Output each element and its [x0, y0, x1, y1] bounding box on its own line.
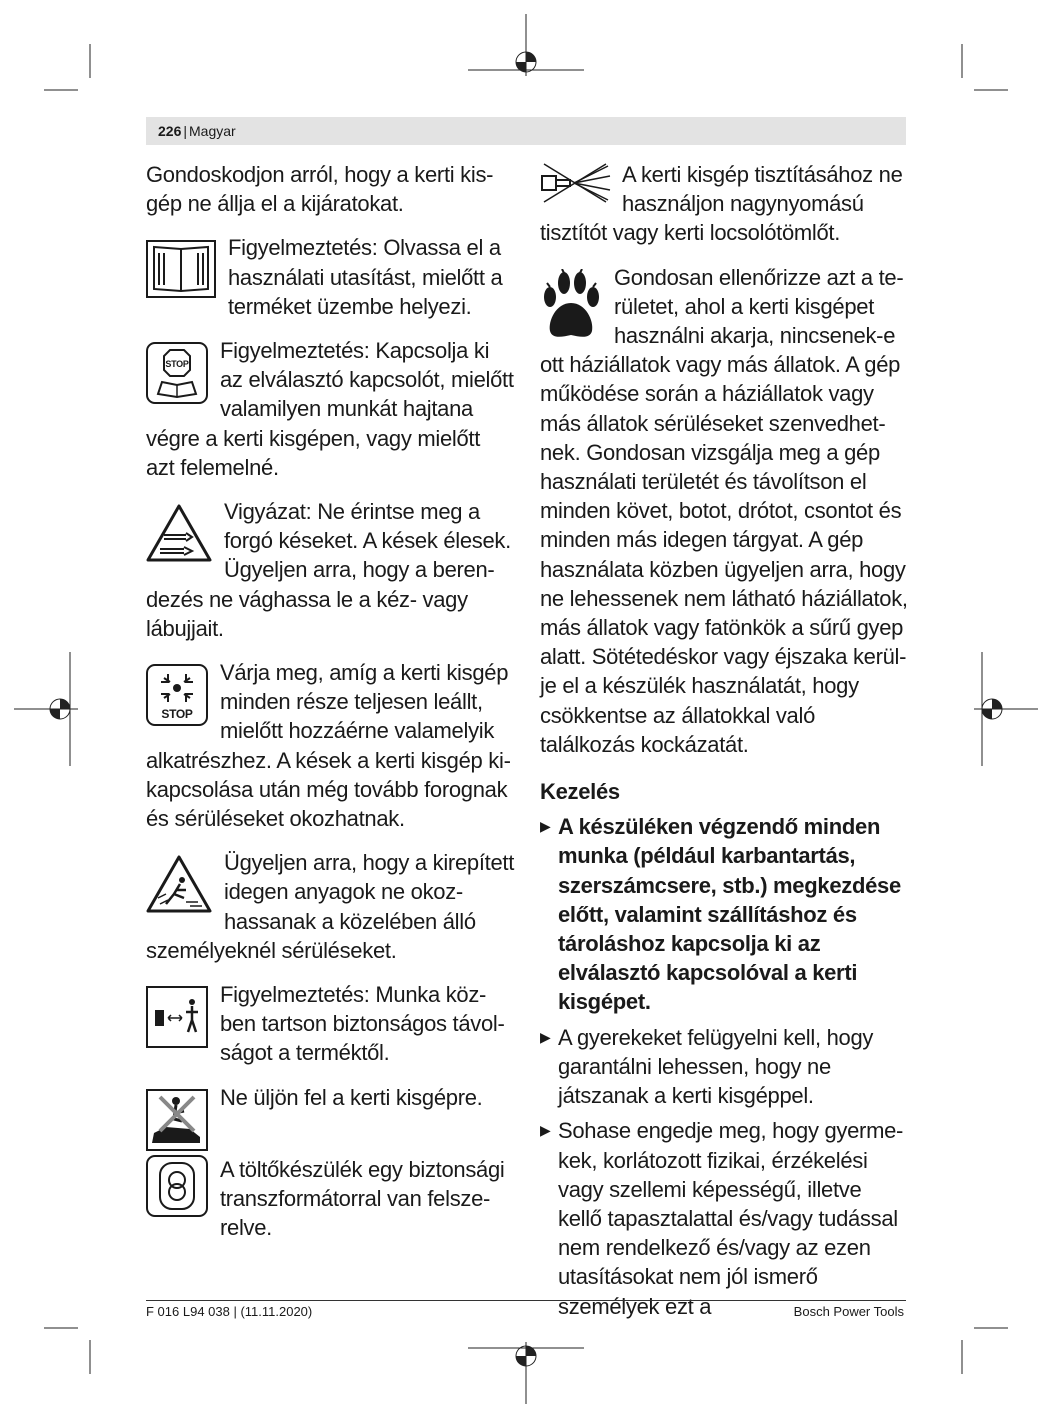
exits-paragraph: Gondoskodjon arról, hogy a kerti kisgép ne állja el a kijáratokat.	[146, 162, 494, 217]
transformer-block	[146, 1155, 514, 1243]
thrown-objects-warning-icon	[146, 854, 212, 914]
left-column	[146, 160, 514, 1242]
stop-manual-icon	[146, 342, 208, 404]
bullet-text: A gyerekeket felügyelni kell, hogy garantálni lehessen, hogy ne játszanak a kerti kisgéppel.	[558, 1024, 874, 1109]
footer-divider	[146, 1300, 906, 1301]
bullet-item	[540, 1023, 908, 1111]
no-riding-block	[146, 1083, 514, 1112]
transformer-text: A töltőkészülék egy biztonsági transzformátorral van felszerelve.	[220, 1156, 505, 1241]
stop-label: STOP	[161, 707, 193, 722]
bullet-item	[540, 812, 908, 1016]
section-heading-operation: Kezelés	[540, 779, 620, 805]
disconnect-warning-block	[146, 336, 514, 482]
safety-transformer-icon	[146, 1155, 208, 1217]
manual-warning-block	[146, 233, 514, 321]
bullet-text: A készüléken végzendő minden munka (például karbantartás, szerszámcsere, stb.) megkezdése előtt, valamint szállításhoz és tároláshoz kapcsolja ki az elválasztó kapcsolóval a kerti kisgépet.	[558, 814, 901, 1015]
no-pressure-washer-block	[540, 160, 908, 248]
bullet-text: Sohase engedje meg, hogy gyermekek, korlátozott fizikai, érzékelési vagy szellemi képességű, illetve kellő tapasztalattal és/vagy tudással nem rendelkező és/vagy az ezen utasításokat nem jól ismerő személyek ezt a	[558, 1118, 904, 1319]
stop-sign-label: STOP	[165, 359, 189, 370]
debris-warning-block	[146, 848, 514, 965]
wait-stop-text: Várja meg, amíg a kerti kisgép minden része teljesen leállt, mielőtt hozzáérne valamelyik alkatrészhez. A kések a kerti kisgép kikapcsolása után még tovább forognak és sérüléseket okozhatnak.	[146, 660, 511, 832]
rotating-blades-warning-icon	[146, 503, 212, 563]
wait-stop-block	[146, 658, 514, 833]
distance-warning-block	[146, 980, 514, 1068]
wait-until-stopped-icon	[146, 664, 208, 726]
no-pressure-washer-icon	[540, 160, 612, 204]
footer-doc-code: F 016 L94 038 | (11.11.2020)	[146, 1304, 313, 1319]
page-header	[146, 117, 906, 145]
header-separator: |	[183, 123, 187, 139]
pressure-washer-text: A kerti kisgép tisztításához ne használjon nagynyomású tisztítót vagy kerti locsolótömlőt.	[540, 162, 903, 246]
blades-warning-block	[146, 497, 514, 643]
distance-warning-text: Figyelmeztetés: Munka közben tartson biztonságos távolságot a terméktől.	[220, 982, 505, 1066]
bullet-marker: ▶	[540, 1028, 551, 1045]
manual-book-icon	[146, 239, 216, 299]
language-label: Magyar	[189, 123, 236, 139]
disconnect-warning-text: Figyelmeztetés: Kapcsolja ki az elválasztó kapcsolót, mielőtt valamilyen munkát hajtana végre a kerti kisgépen, vagy mielőtt azt felemelné.	[146, 338, 514, 480]
page-number: 226	[158, 123, 182, 139]
bullet-marker: ▶	[540, 1122, 551, 1139]
right-column	[540, 160, 908, 1321]
animals-text: Gondosan ellenőrizze azt a területet, ahol a kerti kisgépet használni akarja, nincsenek-e ott háziállatok vagy más állatok. A gép működése során a háziállatok vagy más állatok sérüléseket szenvedhetnek. Gondosan vizsgálja meg a gép használati területét és távolítson el minden követ, botot, drótot, csontot és minden más idegen tárgyat. A gép használata közben ügyeljen arra, hogy ne lehessenek nem látható háziállatok, más állatok vagy fatönkök a sűrű gyep alatt. Sötétedéskor vagy éjszaka kerülje el a készülék használatát, hogy csökkentse az állatokkal való találkozás kockázatát.	[540, 264, 908, 757]
blades-warning-text: Vigyázat: Ne érintse meg a forgó késeket. A kések élesek. Ügyeljen arra, hogy a berendezés ne vághassa le a kéz- vagy lábujjait.	[146, 499, 511, 641]
no-riding-icon	[146, 1089, 208, 1151]
paw-print-icon	[540, 269, 602, 341]
manual-warning-text: Figyelmeztetés: Olvassa el a használati utasítást, mielőtt a terméket üzembe helyezi.	[228, 235, 503, 319]
safe-distance-icon	[146, 986, 208, 1048]
no-riding-text: Ne üljön fel a kerti kisgépre.	[220, 1084, 483, 1110]
animals-block	[540, 263, 908, 759]
bullet-marker: ▶	[540, 818, 551, 835]
footer-brand: Bosch Power Tools	[793, 1304, 904, 1319]
debris-warning-text: Ügyeljen arra, hogy a kirepített idegen anyagok ne okozhassanak a közelében álló személyeknél sérüléseket.	[146, 850, 514, 963]
bullet-item	[540, 1116, 908, 1320]
